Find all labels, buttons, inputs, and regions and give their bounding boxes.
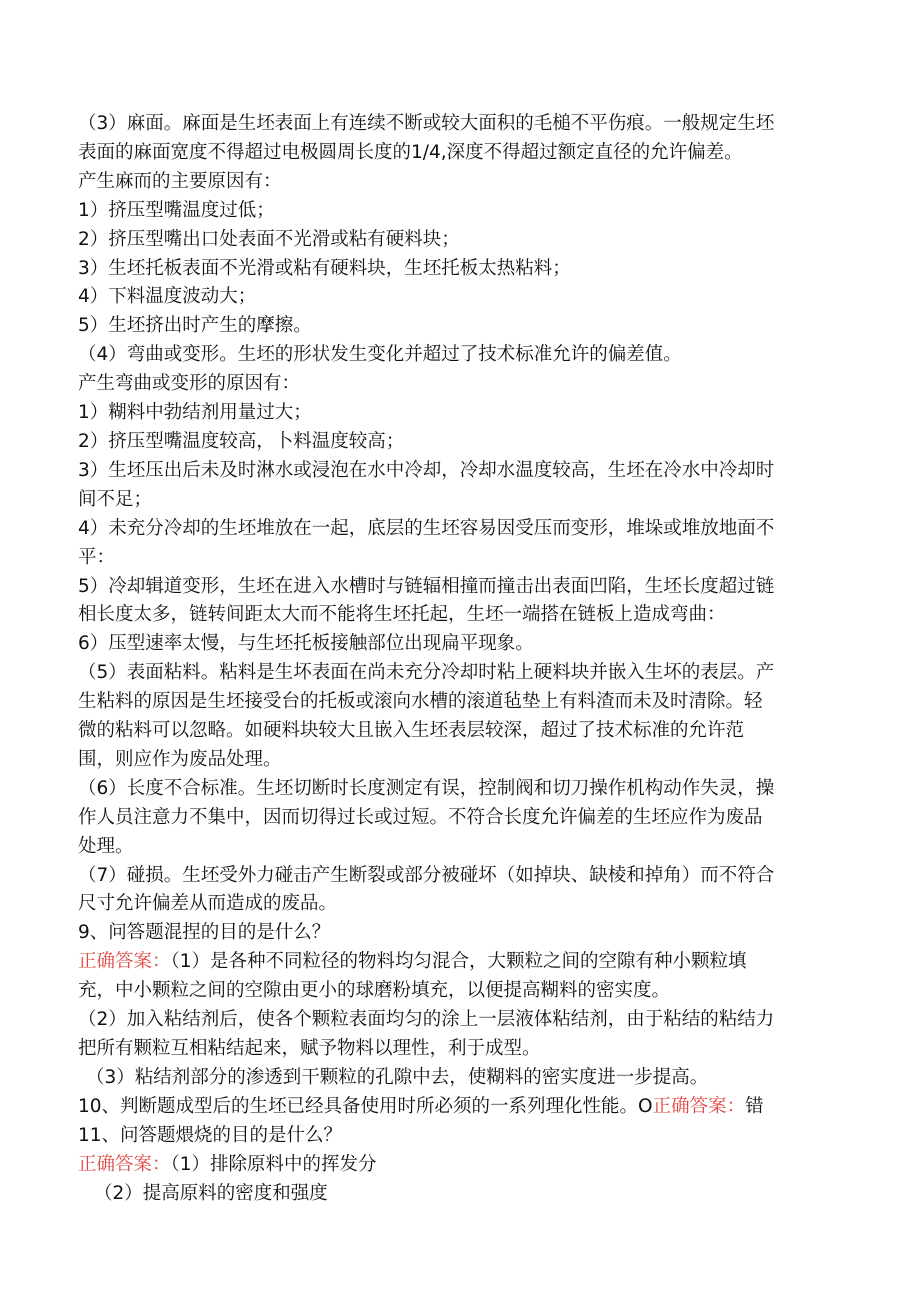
answer-label: 正确答案： (652, 1095, 746, 1117)
text-line: 处理。 (78, 835, 134, 857)
text-line: 产生弯曲或变形的原因有： (78, 373, 301, 395)
question-heading: 11、问答题煨烧的目的是什么？ (78, 1124, 343, 1146)
text-line: 1）挤压型嘴温度过低； (78, 199, 275, 221)
text-line: 尺寸允许偏差从而造成的废品。 (78, 893, 338, 915)
text-line: （7）碰损。生坯受外力碰击产生断裂或部分被碰坏（如掉块、缺棱和掉角）而不符合 (78, 864, 775, 886)
question-heading: 9、问答题混捏的目的是什么？ (78, 922, 331, 944)
text-line: 把所有颗粒互相粘结起来，赋予物料以理性，利于成型。 (78, 1038, 541, 1059)
text-line: 产生麻而的主要原因有： (78, 170, 282, 192)
text-line: 生粘料的原因是生坯接受台的托板或滚向水槽的滚道毡垫上有料渣而未及时清除。轻 (78, 691, 763, 713)
judge-text: 10、判断题成型后的生坯已经具备使用时所必须的一系列理化性能。O (78, 1095, 653, 1117)
answer-text: （1）是各种不同粒径的物料均匀混合，大颗粒之间的空隙有种小颗粒填 (170, 951, 747, 973)
text-line: 间不足； (78, 488, 153, 510)
answer-label: 正确答案： (78, 951, 171, 973)
text-line: 微的粘料可以忽略。如硬料块较大且嵌入生坯表层较深，超过了技术标准的允许范 (78, 720, 745, 742)
text-line: 相长度太多，链转间距太大而不能将生坯托起，生坯一端搭在链板上造成弯曲： (78, 604, 726, 626)
text-line: （2）加入粘结剂后，使各个颗粒表面均匀的涂上一层液体粘结剂，由于粘结的粘结力 (78, 1009, 775, 1031)
text-line: 作人员注意力不集中，因而切得过长或过短。不符合长度允许偏差的生坯应作为废品 (78, 806, 763, 828)
judge-question (78, 1093, 848, 1122)
text-line: （4）弯曲或变形。生坯的形状发生变化并超过了技术标准允许的偏差值。 (78, 344, 682, 366)
answer-line (78, 1151, 848, 1180)
text-line: 2）挤压型嘴出口处表面不光滑或粘有硬料块； (78, 228, 460, 250)
text-line: 4）下料温度波动大； (78, 286, 257, 308)
text-line: （3）粘结剂部分的渗透到干颗粒的孔隙中去，使糊料的密实度进一步提高。 (86, 1066, 709, 1088)
text-line: 6）压型速率太慢，与生坯托板接触部位出现扁平现象。 (78, 633, 534, 655)
text-line: 3）生坯压出后未及时淋水或浸泡在水中冷却，冷却水温度较高，生坯在冷水中冷却时 (78, 459, 775, 481)
text-line: 2）挤压型嘴温度较高，卜料温度较高； (78, 430, 405, 452)
text-line: 平： (78, 546, 116, 568)
text-line: 1）糊料中勃结剂用量过大； (78, 402, 312, 424)
answer-value: 错 (745, 1095, 764, 1117)
text-line: （6）长度不合标准。生坯切断时长度测定有误，控制阀和切刀操作机构动作失灵，操 (78, 777, 775, 799)
text-line: 3）生坯托板表面不光滑或粘有硬料块，生坯托板太热粘料； (78, 257, 571, 279)
answer-line (78, 948, 848, 977)
text-line: （3）麻面。麻面是生坯表面上有连续不断或较大面积的毛槌不平伤痕。一般规定生坯 (78, 113, 775, 134)
text-line: 4）未充分冷却的生坯堆放在一起，底层的生坯容易因受压而变形，堆垛或堆放地面不 (78, 517, 775, 539)
text-line: 5）生坯挤出时产生的摩擦。 (78, 315, 312, 337)
document-body (78, 110, 848, 1208)
text-line: 充，中小颗粒之间的空隙由更小的球磨粉填充，以便提高糊料的密实度。 (78, 980, 671, 1002)
text-line: 表面的麻面宽度不得超过电极圆周长度的1/4,深度不得超过额定直径的允许偏差。 (78, 141, 743, 163)
answer-label: 正确答案： (78, 1153, 171, 1175)
text-line: 围，则应作为废品处理。 (78, 748, 282, 770)
text-line: （2）提高原料的密度和强度 (94, 1182, 328, 1204)
text-line: 5）冷却辑道变形，生坯在进入水槽时与链辐相撞而撞击出表面凹陷，生坯长度超过链 (78, 575, 775, 597)
answer-text: （1）排除原料中的挥发分 (170, 1153, 377, 1175)
text-line: （5）表面粘料。粘料是生坏表面在尚未充分冷却时粘上硬料块并嵌入生坏的表层。产 (78, 662, 775, 684)
